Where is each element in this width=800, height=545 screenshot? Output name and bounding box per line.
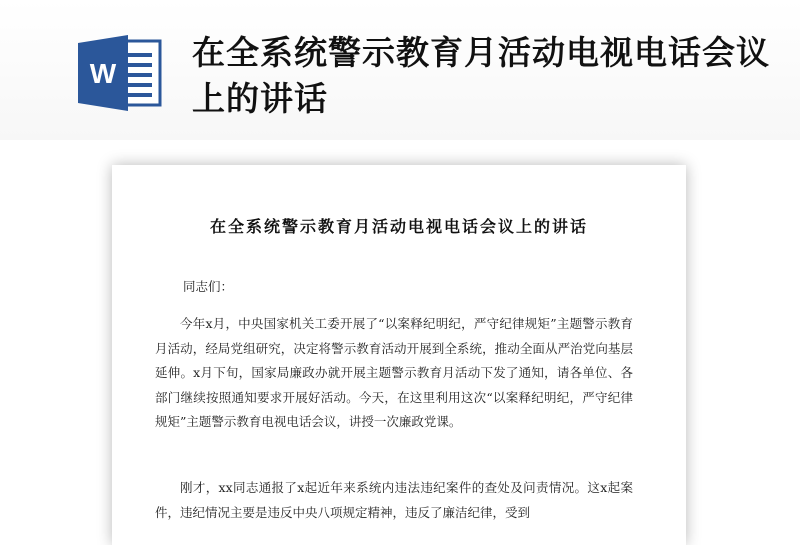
word-document-icon bbox=[76, 33, 164, 113]
page-heading: 在全系统警示教育月活动电视电话会议上的讲话 bbox=[209, 217, 588, 236]
paragraph-1: 今年x月，中央国家机关工委开展了“以案释纪明纪，严守纪律规矩”主题警示教育月活动，经局党组研究，决定将警示教育活动开展到全系统，推动全面从严治党向基层延伸。x月下旬，国家局廉政办就开展主题警示教育月活动下发了通知，请各单位、各部门继续按照通知要求开展好活动。今天，在这里利用这次“以案释纪明纪，严守纪律规矩”主题警示教育电视电话会议，讲授一次廉政党课。 bbox=[155, 316, 633, 429]
salutation: 同志们： bbox=[183, 279, 234, 294]
paragraph-2: 刚才，xx同志通报了x起近年来系统内违法违纪案件的查处及问责情况。这x起案件，违纪情况主要是违反中央八项规定精神，违反了廉洁纪律，受到 bbox=[155, 480, 633, 520]
word-icon-letter: W bbox=[89, 58, 117, 89]
document-title: 在全系统警示教育月活动电视电话会议上的讲话 bbox=[192, 33, 770, 118]
